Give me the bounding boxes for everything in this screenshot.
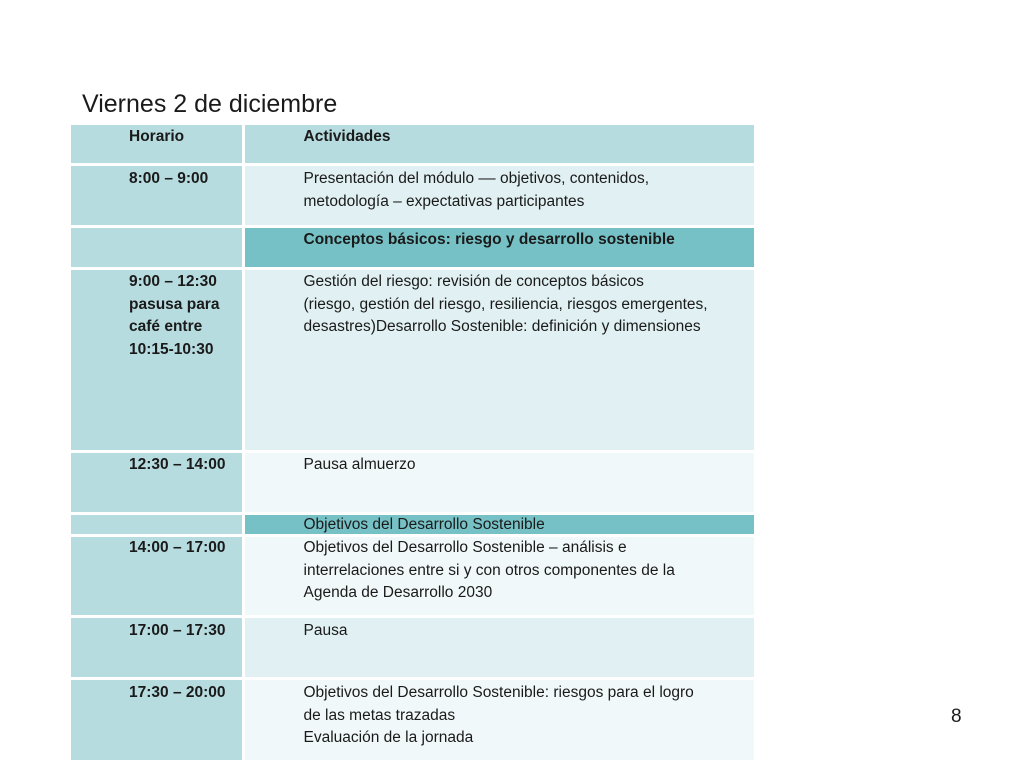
activity-cell	[243, 452, 754, 514]
time-cell	[71, 452, 243, 514]
header-actividades: Actividades	[243, 125, 754, 165]
schedule-table	[71, 125, 754, 760]
activity-text: interrelaciones entre si y con otros componentes de la	[303, 561, 675, 579]
time-cell	[71, 617, 243, 679]
activity-cell	[243, 617, 754, 679]
activity-text: Agenda de Desarrollo 2030	[303, 584, 493, 601]
activity-text: Pausa almuerzo	[303, 456, 416, 473]
time-cell	[71, 514, 243, 536]
time-text: 14:00 – 17:00	[129, 539, 226, 556]
activity-text: Objetivos del Desarrollo Sostenible – análisis e	[303, 539, 627, 556]
time-text: 10:15-10:30	[129, 340, 214, 358]
time-text: 9:00 – 12:30	[129, 273, 217, 290]
time-cell	[71, 536, 243, 617]
activity-text: desastres)Desarrollo Sostenible: definición y dimensiones	[303, 318, 701, 335]
time-cell	[71, 227, 243, 269]
time-text: 17:00 – 17:30	[129, 622, 226, 639]
time-cell	[71, 269, 243, 452]
table-header-row	[71, 125, 754, 165]
activity-text: de las metas trazadas	[303, 706, 456, 724]
activity-text: Pausa	[303, 622, 348, 639]
time-cell	[71, 679, 243, 761]
activity-text: metodología – expectativas participantes	[303, 192, 585, 210]
activity-cell	[243, 679, 754, 761]
table-row	[71, 536, 754, 617]
section-row	[71, 514, 754, 536]
time-text: 12:30 – 14:00	[129, 456, 226, 473]
activity-text: Presentación del módulo –– objetivos, contenidos,	[303, 170, 650, 187]
time-text: café entre	[129, 318, 203, 335]
time-text: 8:00 – 9:00	[129, 170, 209, 187]
activity-text: Evaluación de la jornada	[303, 729, 474, 746]
table-row	[71, 269, 754, 452]
section-heading: Objetivos del Desarrollo Sostenible	[303, 516, 545, 533]
page-number: 8	[951, 706, 962, 727]
activity-text: Objetivos del Desarrollo Sostenible: riesgos para el logro	[303, 684, 694, 701]
table-row	[71, 165, 754, 227]
section-row	[71, 227, 754, 269]
header-horario: Horario	[71, 125, 243, 165]
section-heading-cell	[243, 514, 754, 536]
page-title: Viernes 2 de diciembre	[82, 90, 338, 118]
time-cell	[71, 165, 243, 227]
table-row	[71, 679, 754, 761]
activity-cell	[243, 536, 754, 617]
time-text: pasusa para	[129, 295, 220, 313]
activity-cell	[243, 165, 754, 227]
time-text: 17:30 – 20:00	[129, 684, 226, 701]
activity-text: Gestión del riesgo: revisión de conceptos básicos	[303, 273, 644, 290]
section-heading-cell	[243, 227, 754, 269]
activity-cell	[243, 269, 754, 452]
table-row	[71, 617, 754, 679]
section-heading: Conceptos básicos: riesgo y desarrollo sostenible	[303, 231, 675, 248]
table-row	[71, 452, 754, 514]
activity-text: (riesgo, gestión del riesgo, resiliencia, riesgos emergentes,	[303, 295, 708, 313]
